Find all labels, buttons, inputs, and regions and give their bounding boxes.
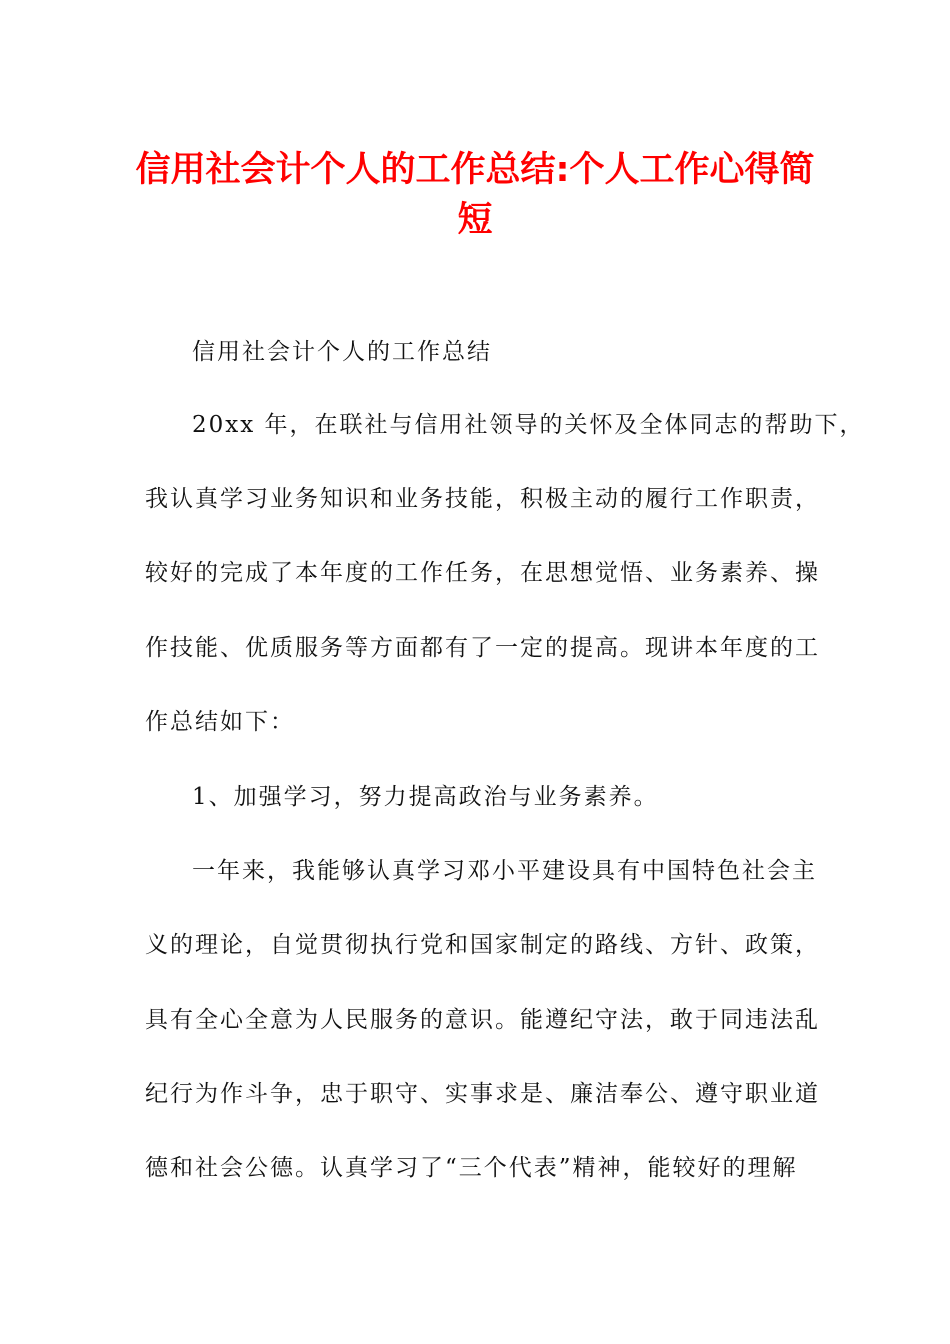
section-heading: 1、加强学习，努力提高政治与业务素养。 — [192, 784, 659, 810]
document-title-line-2: 短 — [457, 200, 493, 240]
paragraph-heading: 信用社会计个人的工作总结 — [192, 339, 492, 365]
paragraph-line: 纪行为作斗争，忠于职守、实事求是、廉洁奉公、遵守职业道 — [145, 1081, 820, 1107]
paragraph-line: 具有全心全意为人民服务的意识。能遵纪守法，敢于同违法乱 — [145, 1007, 820, 1033]
paragraph-line: 义的理论，自觉贯彻执行党和国家制定的路线、方针、政策， — [145, 932, 820, 958]
paragraph-line: 作总结如下： — [145, 709, 295, 735]
paragraph-line: 一年来，我能够认真学习邓小平建设具有中国特色社会主 — [192, 858, 817, 884]
paragraph-line: 德和社会公德。认真学习了“三个代表”精神，能较好的理解 — [145, 1155, 798, 1181]
paragraph-line: 我认真学习业务知识和业务技能，积极主动的履行工作职责， — [145, 486, 820, 512]
paragraph-line: 较好的完成了本年度的工作任务，在思想觉悟、业务素养、操 — [145, 560, 820, 586]
document-title-line-1: 信用社会计个人的工作总结:个人工作心得简 — [135, 150, 815, 190]
paragraph-line: 作技能、优质服务等方面都有了一定的提高。现讲本年度的工 — [145, 635, 820, 661]
paragraph-line: 20xx 年，在联社与信用社领导的关怀及全体同志的帮助下， — [192, 412, 865, 438]
